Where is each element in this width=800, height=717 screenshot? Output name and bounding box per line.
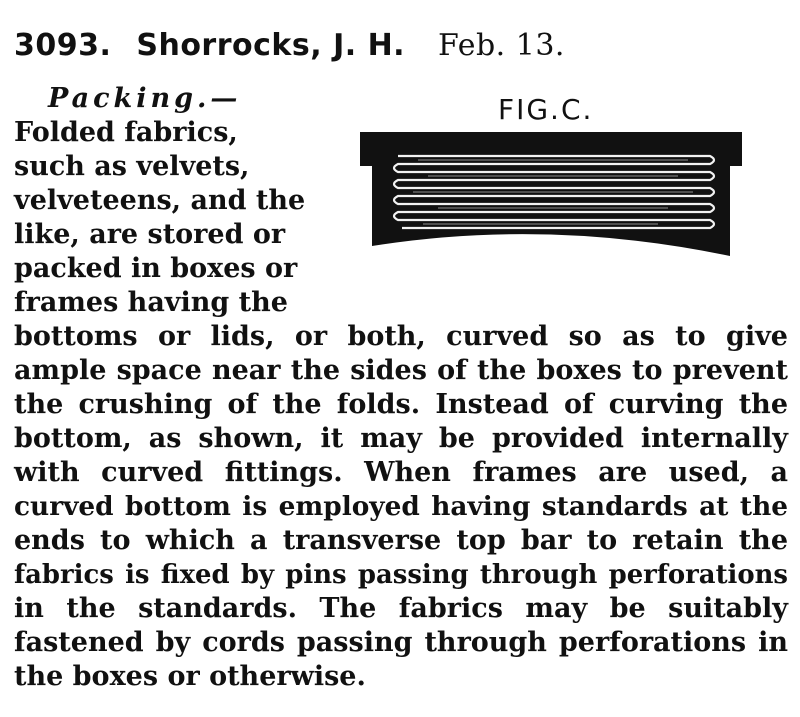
text-line: frames having the (14, 287, 288, 318)
figure-box-illustration (358, 130, 744, 260)
text-line: packed in boxes or (14, 253, 298, 284)
text-line: like, are stored or (14, 219, 286, 250)
text-line: fastened by cords passing through perforations in (14, 627, 788, 658)
text-line: ample space near the sides of the boxes to prevent (14, 355, 788, 386)
entry-name: Shorrocks, J. H. (136, 28, 406, 63)
left-column-text (14, 82, 314, 320)
text-line: velveteens, and the (14, 185, 306, 216)
text-line: curved bottom is employed having standards at the (14, 491, 788, 522)
full-width-text (14, 320, 788, 694)
text-line: Folded fabrics, (14, 117, 238, 148)
text-line: fabrics is fixed by pins passing through perforations (14, 560, 788, 590)
text-line: with curved fittings. When frames are used, a (14, 457, 788, 488)
text-line: Packing.— (48, 83, 242, 114)
text-line: in the standards. The fabrics may be suitably (14, 593, 788, 624)
text-line: ends to which a transverse top bar to retain the (14, 525, 788, 556)
entry-number: 3093. (14, 28, 112, 63)
text-line: the boxes or otherwise. (14, 661, 366, 692)
text-line: the crushing of the folds. Instead of curving the (14, 389, 788, 420)
entry-heading (14, 28, 565, 63)
text-line: bottoms or lids, or both, curved so as to give (14, 321, 788, 352)
entry-date: Feb. 13. (438, 28, 565, 63)
figure-label: FIG.C. (498, 93, 594, 126)
text-line: bottom, as shown, it may be provided internally (14, 423, 788, 454)
text-line: such as velvets, (14, 151, 250, 182)
